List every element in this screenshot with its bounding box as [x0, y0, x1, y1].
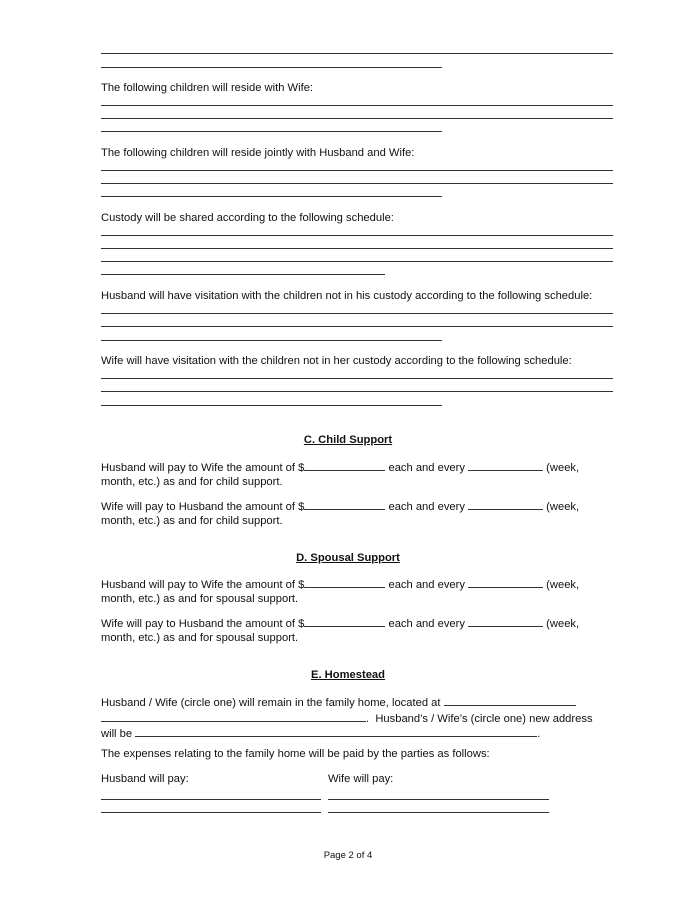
blank-line[interactable]	[101, 313, 613, 314]
wife-pays-label: Wife will pay:	[328, 773, 394, 785]
clause-text: each and every	[385, 618, 469, 630]
husband-pays-line[interactable]	[101, 799, 321, 800]
clause-text: Husband will pay to Wife the amount of $	[101, 579, 305, 591]
clause-text: (week,	[543, 618, 580, 630]
blank-line[interactable]	[101, 340, 442, 341]
wife-visitation-label: Wife will have visitation with the children not in her custody according to the following schedule:	[101, 355, 572, 367]
blank-line[interactable]	[101, 183, 613, 184]
blank-line[interactable]	[101, 235, 613, 236]
clause-text: (week,	[543, 579, 580, 591]
blank-line[interactable]	[101, 105, 613, 106]
husband-pays-label: Husband will pay:	[101, 773, 189, 785]
home-address-blank-continued[interactable]	[101, 711, 366, 722]
blank-line[interactable]	[101, 248, 613, 249]
clause-text: will be	[101, 728, 136, 740]
new-address-blank[interactable]	[135, 726, 537, 737]
blank-line[interactable]	[101, 378, 613, 379]
amount-blank[interactable]	[304, 499, 385, 510]
blank-line[interactable]	[101, 67, 442, 68]
clause-text: (week,	[543, 501, 580, 513]
clause-text: Husband will pay to Wife the amount of $	[101, 462, 305, 474]
child-support-husband-clause	[101, 460, 613, 489]
blank-line[interactable]	[101, 405, 442, 406]
blank-line[interactable]	[101, 170, 613, 171]
blank-line[interactable]	[101, 118, 613, 119]
clause-text: each and every	[385, 501, 469, 513]
blank-line[interactable]	[101, 326, 613, 327]
clause-text: month, etc.) as and for spousal support.	[101, 592, 299, 605]
clause-text: . Husband’s / Wife’s (circle one) new address	[366, 712, 593, 725]
husband-pays-line[interactable]	[101, 812, 321, 813]
clause-text: month, etc.) as and for child support.	[101, 475, 283, 488]
clause-text: month, etc.) as and for spousal support.	[101, 631, 299, 644]
child-support-heading: C. Child Support	[303, 434, 393, 446]
amount-blank[interactable]	[304, 460, 385, 471]
clause-text: (week,	[543, 462, 580, 474]
clause-text: month, etc.) as and for child support.	[101, 514, 283, 527]
blank-line[interactable]	[101, 274, 385, 275]
clause-text: Husband / Wife (circle one) will remain in the family home, located at	[101, 697, 444, 709]
clause-text: each and every	[385, 579, 469, 591]
clause-text: each and every	[385, 462, 469, 474]
child-support-wife-clause	[101, 499, 613, 528]
page-number: Page 2 of 4	[323, 850, 373, 861]
husband-visitation-label: Husband will have visitation with the children not in his custody according to the following schedule:	[101, 290, 593, 302]
blank-line[interactable]	[101, 53, 613, 54]
spousal-support-husband-clause	[101, 577, 613, 606]
spousal-support-heading: D. Spousal Support	[296, 552, 400, 564]
blank-line[interactable]	[101, 196, 442, 197]
wife-reside-label: The following children will reside with Wife:	[101, 82, 314, 94]
clause-text: Wife will pay to Husband the amount of $	[101, 501, 305, 513]
period-blank[interactable]	[468, 577, 543, 588]
spousal-support-wife-clause	[101, 616, 613, 645]
period-blank[interactable]	[468, 616, 543, 627]
wife-pays-line[interactable]	[328, 799, 549, 800]
wife-pays-line[interactable]	[328, 812, 549, 813]
homestead-heading: E. Homestead	[311, 669, 385, 681]
period-blank[interactable]	[468, 460, 543, 471]
blank-line[interactable]	[101, 261, 613, 262]
clause-text: Wife will pay to Husband the amount of $	[101, 618, 305, 630]
blank-line[interactable]	[101, 131, 442, 132]
homestead-clause	[101, 695, 613, 742]
custody-schedule-label: Custody will be shared according to the following schedule:	[101, 212, 394, 224]
period-blank[interactable]	[468, 499, 543, 510]
amount-blank[interactable]	[304, 577, 385, 588]
expenses-label: The expenses relating to the family home will be paid by the parties as follows:	[101, 748, 490, 760]
amount-blank[interactable]	[304, 616, 385, 627]
blank-line[interactable]	[101, 391, 613, 392]
joint-reside-label: The following children will reside jointly with Husband and Wife:	[101, 147, 415, 159]
clause-text: .	[537, 728, 541, 740]
home-address-blank[interactable]	[444, 695, 576, 706]
